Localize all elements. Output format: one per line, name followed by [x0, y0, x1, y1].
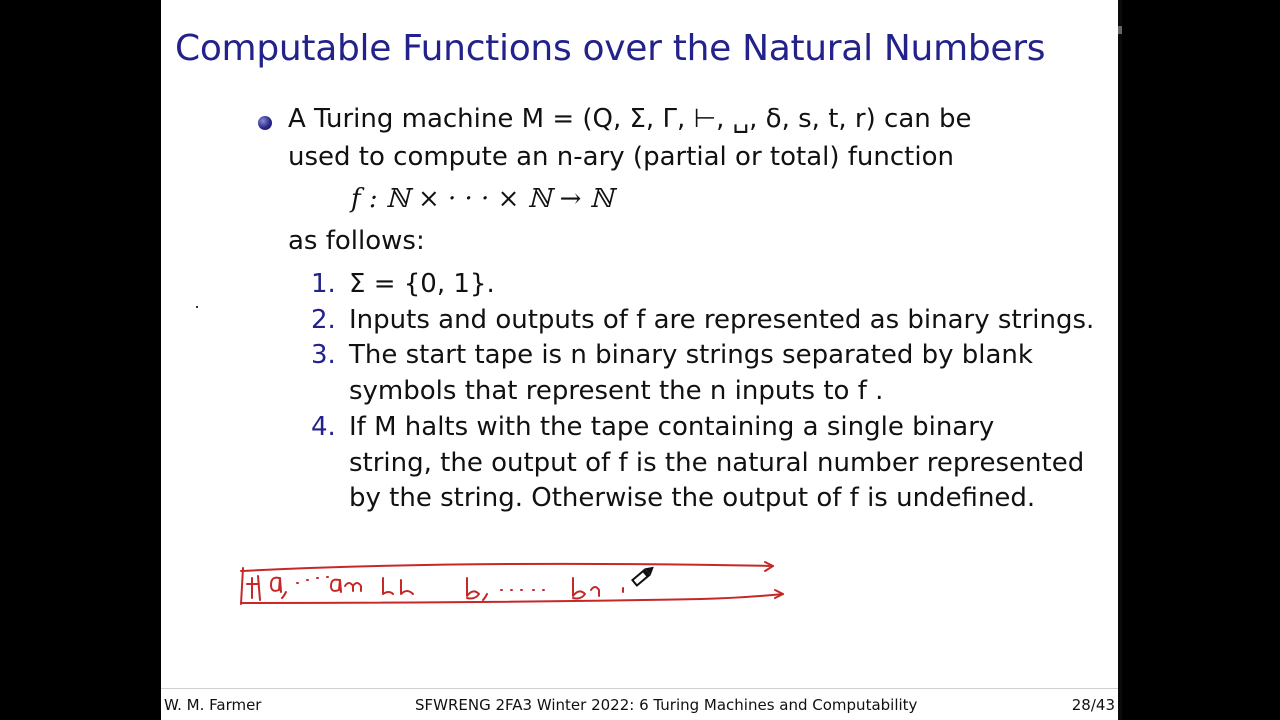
list-item-4-line-2: string, the output of f is the natural number represented: [349, 448, 1085, 478]
list-item-4-line-3: by the string. Otherwise the output of f is undefined.: [349, 483, 1036, 513]
edge-tick: [1118, 26, 1122, 34]
function-formula: f : ℕ × · · · × ℕ → ℕ: [351, 184, 614, 214]
list-item-2-line-1: Inputs and outputs of f are represented as binary strings.: [349, 305, 1095, 335]
footer-author: W. M. Farmer: [164, 696, 262, 714]
handwritten-annotation: [161, 0, 1118, 720]
list-item-4-line-1: If M halts with the tape containing a single binary: [349, 412, 995, 442]
as-follows-text: as follows:: [288, 226, 425, 256]
footer-divider: [161, 688, 1118, 689]
slide: [161, 0, 1118, 720]
list-item-1-line-1: Σ = {0, 1}.: [349, 269, 495, 299]
pencil-icon: [631, 563, 657, 587]
list-number: 3.: [311, 340, 336, 370]
list-number: 2.: [311, 305, 336, 335]
list-number: 4.: [311, 412, 336, 442]
list-item-3-line-2: symbols that represent the n inputs to f .: [349, 376, 884, 406]
slide-title: Computable Functions over the Natural Numbers: [175, 28, 1046, 69]
footer-page-number: 28/43: [1071, 696, 1115, 714]
footer-course: SFWRENG 2FA3 Winter 2022: 6 Turing Machines and Computability: [415, 696, 918, 714]
intro-line-1: A Turing machine M = (Q, Σ, Γ, ⊢, ␣, δ, s, t, r) can be: [288, 104, 972, 134]
list-number: 1.: [311, 269, 336, 299]
window-edge: [1118, 0, 1122, 720]
list-item-3-line-1: The start tape is n binary strings separated by blank: [349, 340, 1033, 370]
slide-footer: [161, 690, 1118, 720]
intro-line-2: used to compute an n-ary (partial or total) function: [288, 142, 954, 172]
